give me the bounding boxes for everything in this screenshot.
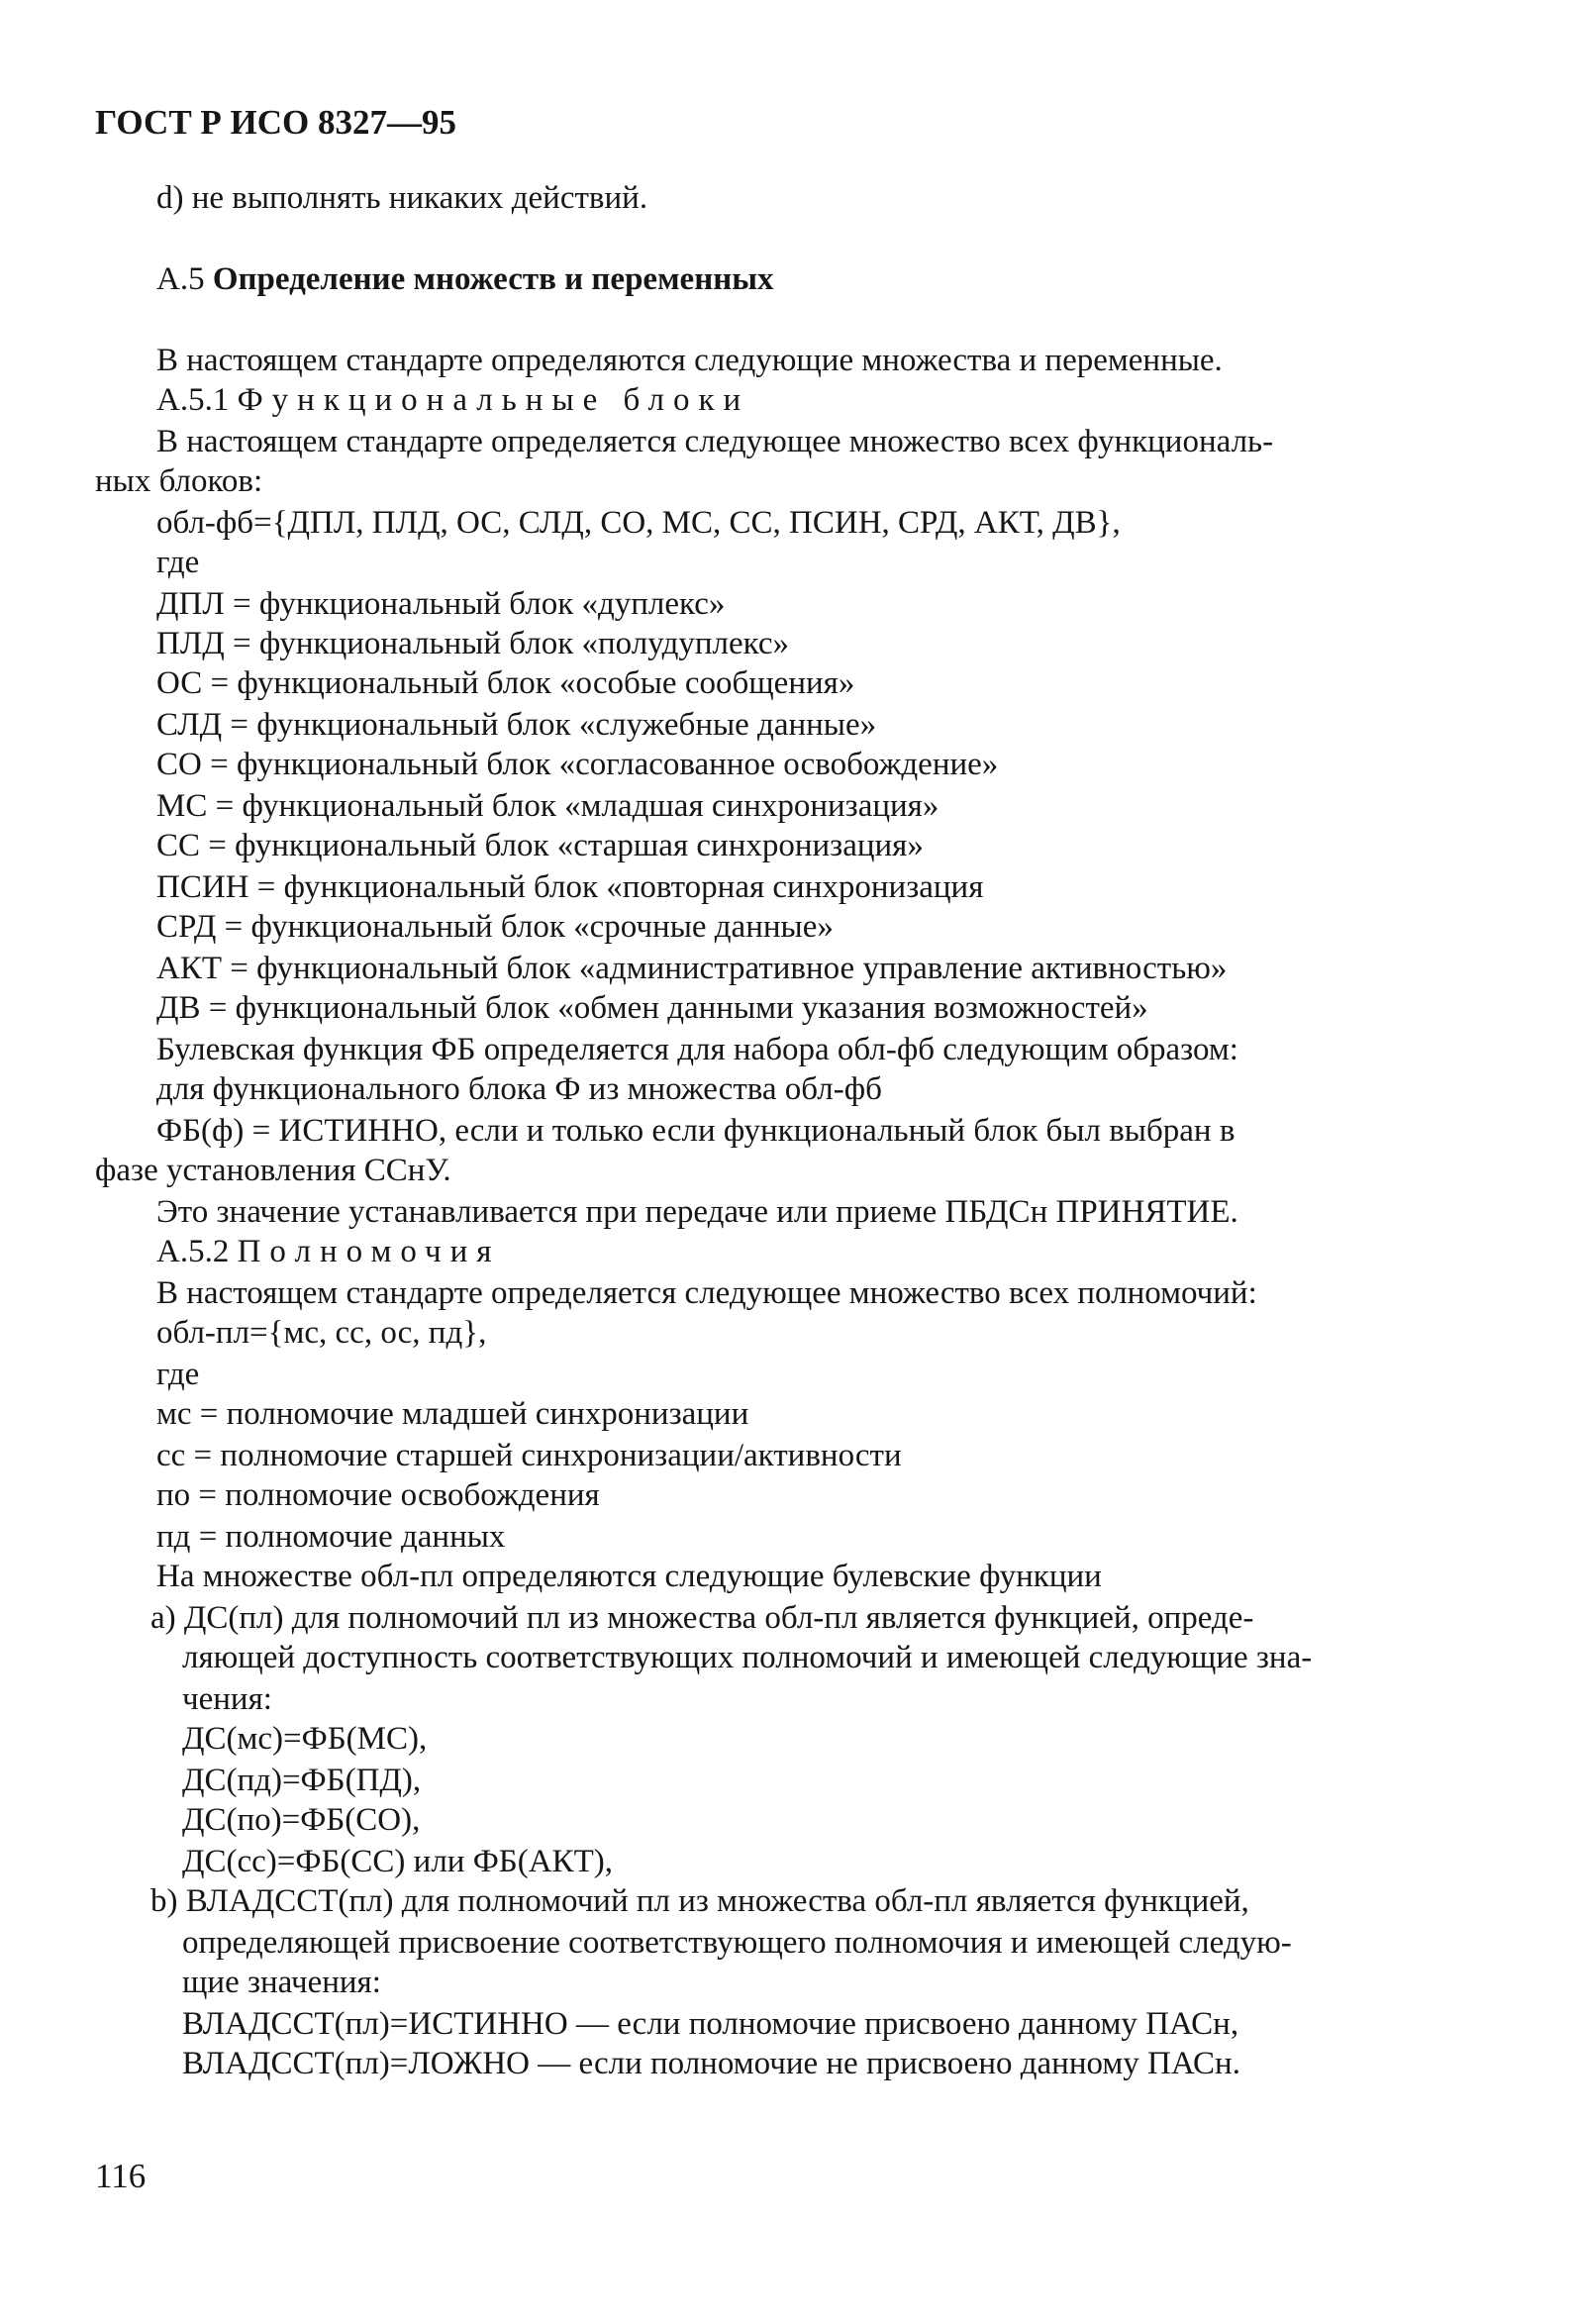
text-line: где [156,1357,200,1392]
list-item-continuation: щие значения: [182,1965,381,2000]
section-title: Определение множеств и переменных [212,261,774,297]
definition-line: МС = функциональный блок «младшая синхронизация» [156,788,939,824]
definition-line: СО = функциональный блок «согласованное освобождение» [156,747,999,782]
section-heading-a5 [156,259,774,299]
text-line: В настоящем стандарте определяются следующие множества и переменные. [156,343,1223,378]
list-item-b: b) ВЛАДССТ(пл) для полномочий пл из множества обл-пл является функцией, [150,1883,1249,1919]
subsection-title: Полномочия [237,1234,501,1269]
formula-line: ДС(сс)=ФБ(СС) или ФБ(АКТ), [182,1844,613,1879]
document-header: ГОСТ Р ИСО 8327—95 [95,103,457,142]
page-number: 116 [95,2157,147,2195]
formula-line: ВЛАДССТ(пл)=ЛОЖНО — если полномочие не присвоено данному ПАСн. [182,2046,1240,2081]
text-line: На множестве обл-пл определяются следующие булевские функции [156,1559,1102,1594]
formula-line: ВЛАДССТ(пл)=ИСТИННО — если полномочие присвоено данному ПАСн, [182,2006,1239,2042]
set-definition: обл-пл={мс, сс, ос, пд}, [156,1315,487,1351]
definition-line: мс = полномочие младшей синхронизации [156,1396,749,1432]
text-line: d) не выполнять никаких действий. [156,180,648,216]
definition-line: АКТ = функциональный блок «административное управление активностью» [156,951,1228,986]
definition-line: СЛД = функциональный блок «служебные данные» [156,707,877,743]
set-definition: обл-фб={ДПЛ, ПЛД, ОС, СЛД, СО, МС, СС, ПСИН, СРД, АКТ, ДВ}, [156,505,1121,541]
definition-line: СРД = функциональный блок «срочные данные» [156,909,834,945]
definition-line: СС = функциональный блок «старшая синхронизация» [156,828,924,863]
definition-line: по = полномочие освобождения [156,1477,600,1513]
list-item-continuation: определяющей присвоение соответствующего полномочия и имеющей следую- [182,1925,1292,1961]
definition-line: пд = полномочие данных [156,1519,506,1555]
subsection-number: А.5.1 [156,382,230,418]
subsection-title: Функциональные блоки [237,382,750,418]
text-line: ных блоков: [95,463,263,499]
text-line: Булевская функция ФБ определяется для набора обл-фб следующим образом: [156,1032,1238,1067]
definition-line: ПСИН = функциональный блок «повторная синхронизация [156,869,984,905]
text-line: В настоящем стандарте определяется следующее множество всех полномочий: [156,1275,1257,1311]
subsection-heading-a51 [156,380,749,420]
subsection-heading-a52 [156,1232,500,1271]
definition-line: сс = полномочие старшей синхронизации/активности [156,1438,902,1473]
list-item-a: а) ДС(пл) для полномочий пл из множества обл-пл является функцией, опреде- [150,1600,1254,1636]
subsection-number: А.5.2 [156,1234,230,1269]
text-line: для функционального блока Ф из множества обл-фб [156,1071,882,1107]
text-line: В настоящем стандарте определяется следующее множество всех функциональ- [156,424,1274,459]
formula-line: ДС(мс)=ФБ(МС), [182,1721,428,1757]
list-item-continuation: ляющей доступность соответствующих полномочий и имеющей следующие зна- [182,1640,1313,1675]
text-line: фазе установления ССнУ. [95,1153,451,1188]
definition-line: ДПЛ = функциональный блок «дуплекс» [156,586,726,622]
formula-line: ДС(пд)=ФБ(ПД), [182,1763,422,1798]
section-number: А.5 [156,261,205,297]
text-line: ФБ(ф) = ИСТИННО, если и только если функциональный блок был выбран в [156,1113,1236,1149]
definition-line: ДВ = функциональный блок «обмен данными указания возможностей» [156,990,1148,1026]
definition-line: ПЛД = функциональный блок «полудуплекс» [156,626,790,661]
definition-line: ОС = функциональный блок «особые сообщения» [156,665,855,701]
formula-line: ДС(по)=ФБ(СО), [182,1802,421,1838]
text-line: где [156,545,200,580]
list-item-continuation: чения: [182,1681,272,1717]
text-line: Это значение устанавливается при передаче или приеме ПБДСн ПРИНЯТИЕ. [156,1194,1238,1230]
